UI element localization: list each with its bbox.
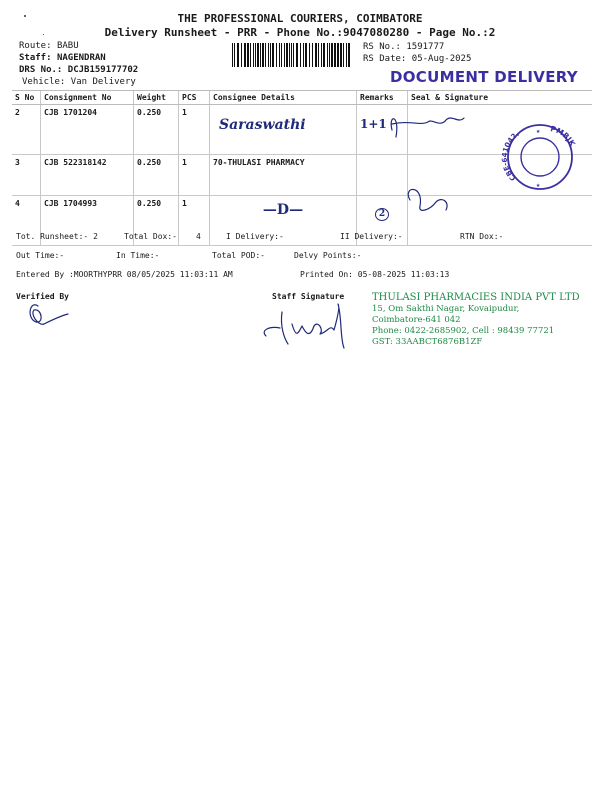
col-details: Consignee Details bbox=[210, 91, 357, 105]
cell-details: 70-THULASI PHARMACY bbox=[210, 155, 357, 196]
staff-signature bbox=[264, 304, 344, 348]
staff-signature-label: Staff Signature bbox=[272, 292, 345, 301]
verified-by-label: Verified By bbox=[16, 292, 69, 301]
cell-weight: 0.250 bbox=[134, 196, 179, 246]
col-remarks: Remarks bbox=[357, 91, 408, 105]
cell-pcs: 1 bbox=[179, 105, 210, 155]
rs-no-label: RS No.: bbox=[363, 42, 401, 52]
seal-text-left: CBE-641042. bbox=[500, 129, 521, 183]
handwritten-remarks: 1+1 bbox=[360, 117, 387, 131]
cell-consignment: CJB 1704993 bbox=[41, 196, 134, 246]
col-weight: Weight bbox=[134, 91, 179, 105]
col-sno: S No bbox=[12, 91, 41, 105]
cell-weight: 0.250 bbox=[134, 155, 179, 196]
col-consignment: Consignment No bbox=[41, 91, 134, 105]
receiver-signature bbox=[391, 118, 464, 137]
ii-delivery: II Delivery:- bbox=[340, 232, 403, 241]
rtn-dox: RTN Dox:- bbox=[460, 232, 504, 241]
cell-pcs: 1 bbox=[179, 155, 210, 196]
svg-text:CBE-641042. bbox=[501, 130, 521, 182]
cell-pcs: 1 bbox=[179, 196, 210, 246]
runsheet-subtitle: Delivery Runsheet - PRR - Phone No.:9047080280 - Page No.:2 bbox=[104, 26, 496, 39]
cell-weight: 0.250 bbox=[134, 105, 179, 155]
drs-value: DCJB159177702 bbox=[67, 65, 139, 75]
rs-date-value: 05-Aug-2025 bbox=[411, 54, 472, 64]
round-seal-stamp bbox=[501, 124, 578, 189]
total-dox-value: 4 bbox=[196, 232, 201, 241]
delvy-points: Delvy Points:- bbox=[294, 251, 362, 260]
verified-by-signature bbox=[30, 305, 68, 324]
printed-on: Printed On: 05-08-2025 11:03:13 bbox=[300, 270, 450, 279]
stamp-line: Phone: 0422-2685902, Cell : 98439 77721 bbox=[372, 326, 555, 336]
cell-consignment: CJB 522318142 bbox=[41, 155, 134, 196]
seal-text-right: PMBJK bbox=[549, 124, 578, 148]
handwritten-consignee: Saraswathi bbox=[219, 117, 306, 133]
total-dox-label: Total Dox:- bbox=[124, 232, 177, 241]
col-pcs: PCS bbox=[179, 91, 210, 105]
cell-sno: 4 bbox=[12, 196, 41, 246]
svg-text:PMBJK bbox=[550, 124, 578, 149]
handwritten-circled-count: 2 bbox=[375, 208, 389, 221]
star-icon: ★ bbox=[536, 127, 541, 135]
total-pod: Total POD:- bbox=[212, 251, 265, 260]
cell-sno: 2 bbox=[12, 105, 41, 155]
vehicle-value: Van Delivery bbox=[70, 77, 136, 87]
route-label: Route: bbox=[19, 41, 52, 51]
route-value: BABU bbox=[56, 41, 79, 51]
stamp-line: 15, Om Sakthi Nagar, Kovaipudur, bbox=[372, 304, 520, 314]
staff-value: NAGENDRAN bbox=[56, 53, 106, 63]
staff-label: Staff: bbox=[19, 53, 52, 63]
rs-no-value: 1591777 bbox=[406, 42, 445, 52]
stamp-line: GST: 33AABCT6876B1ZF bbox=[372, 337, 483, 347]
i-delivery: I Delivery:- bbox=[226, 232, 284, 241]
document-delivery-stamp: DOCUMENT DELIVERY bbox=[390, 68, 578, 86]
rs-date-label: RS Date: bbox=[363, 54, 407, 64]
out-time: Out Time:- bbox=[16, 251, 65, 260]
col-seal: Seal & Signature bbox=[408, 91, 593, 105]
entered-by: Entered By :MOORTHYPRR 08/05/2025 11:03:11 AM bbox=[16, 270, 233, 279]
star-icon: ★ bbox=[536, 181, 541, 189]
pharmacy-stamp bbox=[372, 292, 580, 348]
in-time: In Time:- bbox=[116, 251, 160, 260]
cell-sno: 3 bbox=[12, 155, 41, 196]
vehicle-label: Vehicle: bbox=[22, 77, 66, 87]
stamp-line: THULASI PHARMACIES INDIA PVT LTD bbox=[372, 292, 580, 303]
receiver-signature-2 bbox=[408, 189, 447, 210]
stamp-line: Coimbatore-641 042 bbox=[372, 315, 461, 325]
cell-consignment: CJB 1701204 bbox=[41, 105, 134, 155]
company-title: THE PROFESSIONAL COURIERS, COIMBATORE bbox=[177, 12, 423, 25]
drs-label: DRS No.: bbox=[19, 65, 63, 75]
tot-runsheet: Tot. Runsheet:- 2 bbox=[16, 232, 98, 241]
handwritten-mark: —D— bbox=[262, 202, 304, 218]
